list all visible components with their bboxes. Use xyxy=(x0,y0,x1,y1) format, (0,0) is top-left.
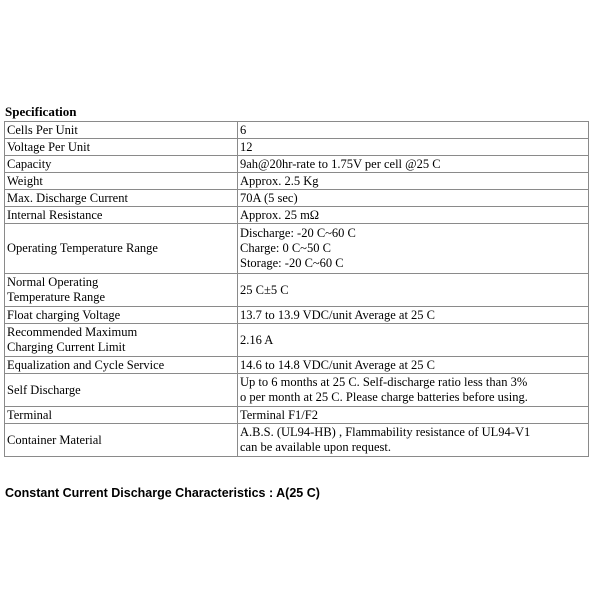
spec-value: 2.16 A xyxy=(238,324,589,357)
spec-value: Terminal F1/F2 xyxy=(238,407,589,424)
table-row xyxy=(5,324,589,357)
spec-value: Up to 6 months at 25 C. Self-discharge ratio less than 3% o per month at 25 C. Please charge batteries before using. xyxy=(238,374,589,407)
spec-value: Approx. 25 mΩ xyxy=(238,207,589,224)
table-row xyxy=(5,357,589,374)
table-row xyxy=(5,274,589,307)
spec-value: Approx. 2.5 Kg xyxy=(238,173,589,190)
spec-label: Voltage Per Unit xyxy=(5,139,238,156)
spec-value: A.B.S. (UL94-HB) , Flammability resistance of UL94-V1 can be available upon request. xyxy=(238,424,589,457)
spec-label: Recommended Maximum Charging Current Limit xyxy=(5,324,238,357)
spec-label: Cells Per Unit xyxy=(5,122,238,139)
section-title: Constant Current Discharge Characteristics : A(25 C) xyxy=(5,486,320,500)
spec-value: 70A (5 sec) xyxy=(238,190,589,207)
table-row xyxy=(5,424,589,457)
spec-table xyxy=(4,121,589,457)
spec-value: 13.7 to 13.9 VDC/unit Average at 25 C xyxy=(238,307,589,324)
spec-label: Float charging Voltage xyxy=(5,307,238,324)
spec-label: Internal Resistance xyxy=(5,207,238,224)
spec-label: Operating Temperature Range xyxy=(5,224,238,274)
spec-label: Terminal xyxy=(5,407,238,424)
spec-title: Specification xyxy=(5,104,77,119)
spec-value: 6 xyxy=(238,122,589,139)
spec-value: 9ah@20hr-rate to 1.75V per cell @25 C xyxy=(238,156,589,173)
table-row xyxy=(5,122,589,139)
spec-label: Container Material xyxy=(5,424,238,457)
spec-label: Capacity xyxy=(5,156,238,173)
table-row xyxy=(5,374,589,407)
spec-value: 25 C±5 C xyxy=(238,274,589,307)
spec-label: Equalization and Cycle Service xyxy=(5,357,238,374)
table-row xyxy=(5,207,589,224)
spec-label: Weight xyxy=(5,173,238,190)
table-row xyxy=(5,173,589,190)
table-row xyxy=(5,190,589,207)
spec-value: 14.6 to 14.8 VDC/unit Average at 25 C xyxy=(238,357,589,374)
table-row xyxy=(5,139,589,156)
spec-label: Self Discharge xyxy=(5,374,238,407)
table-row xyxy=(5,224,589,274)
spec-label: Normal Operating Temperature Range xyxy=(5,274,238,307)
table-row xyxy=(5,156,589,173)
table-row xyxy=(5,407,589,424)
spec-value: 12 xyxy=(238,139,589,156)
spec-label: Max. Discharge Current xyxy=(5,190,238,207)
table-row xyxy=(5,307,589,324)
spec-value: Discharge: -20 C~60 C Charge: 0 C~50 C Storage: -20 C~60 C xyxy=(238,224,589,274)
